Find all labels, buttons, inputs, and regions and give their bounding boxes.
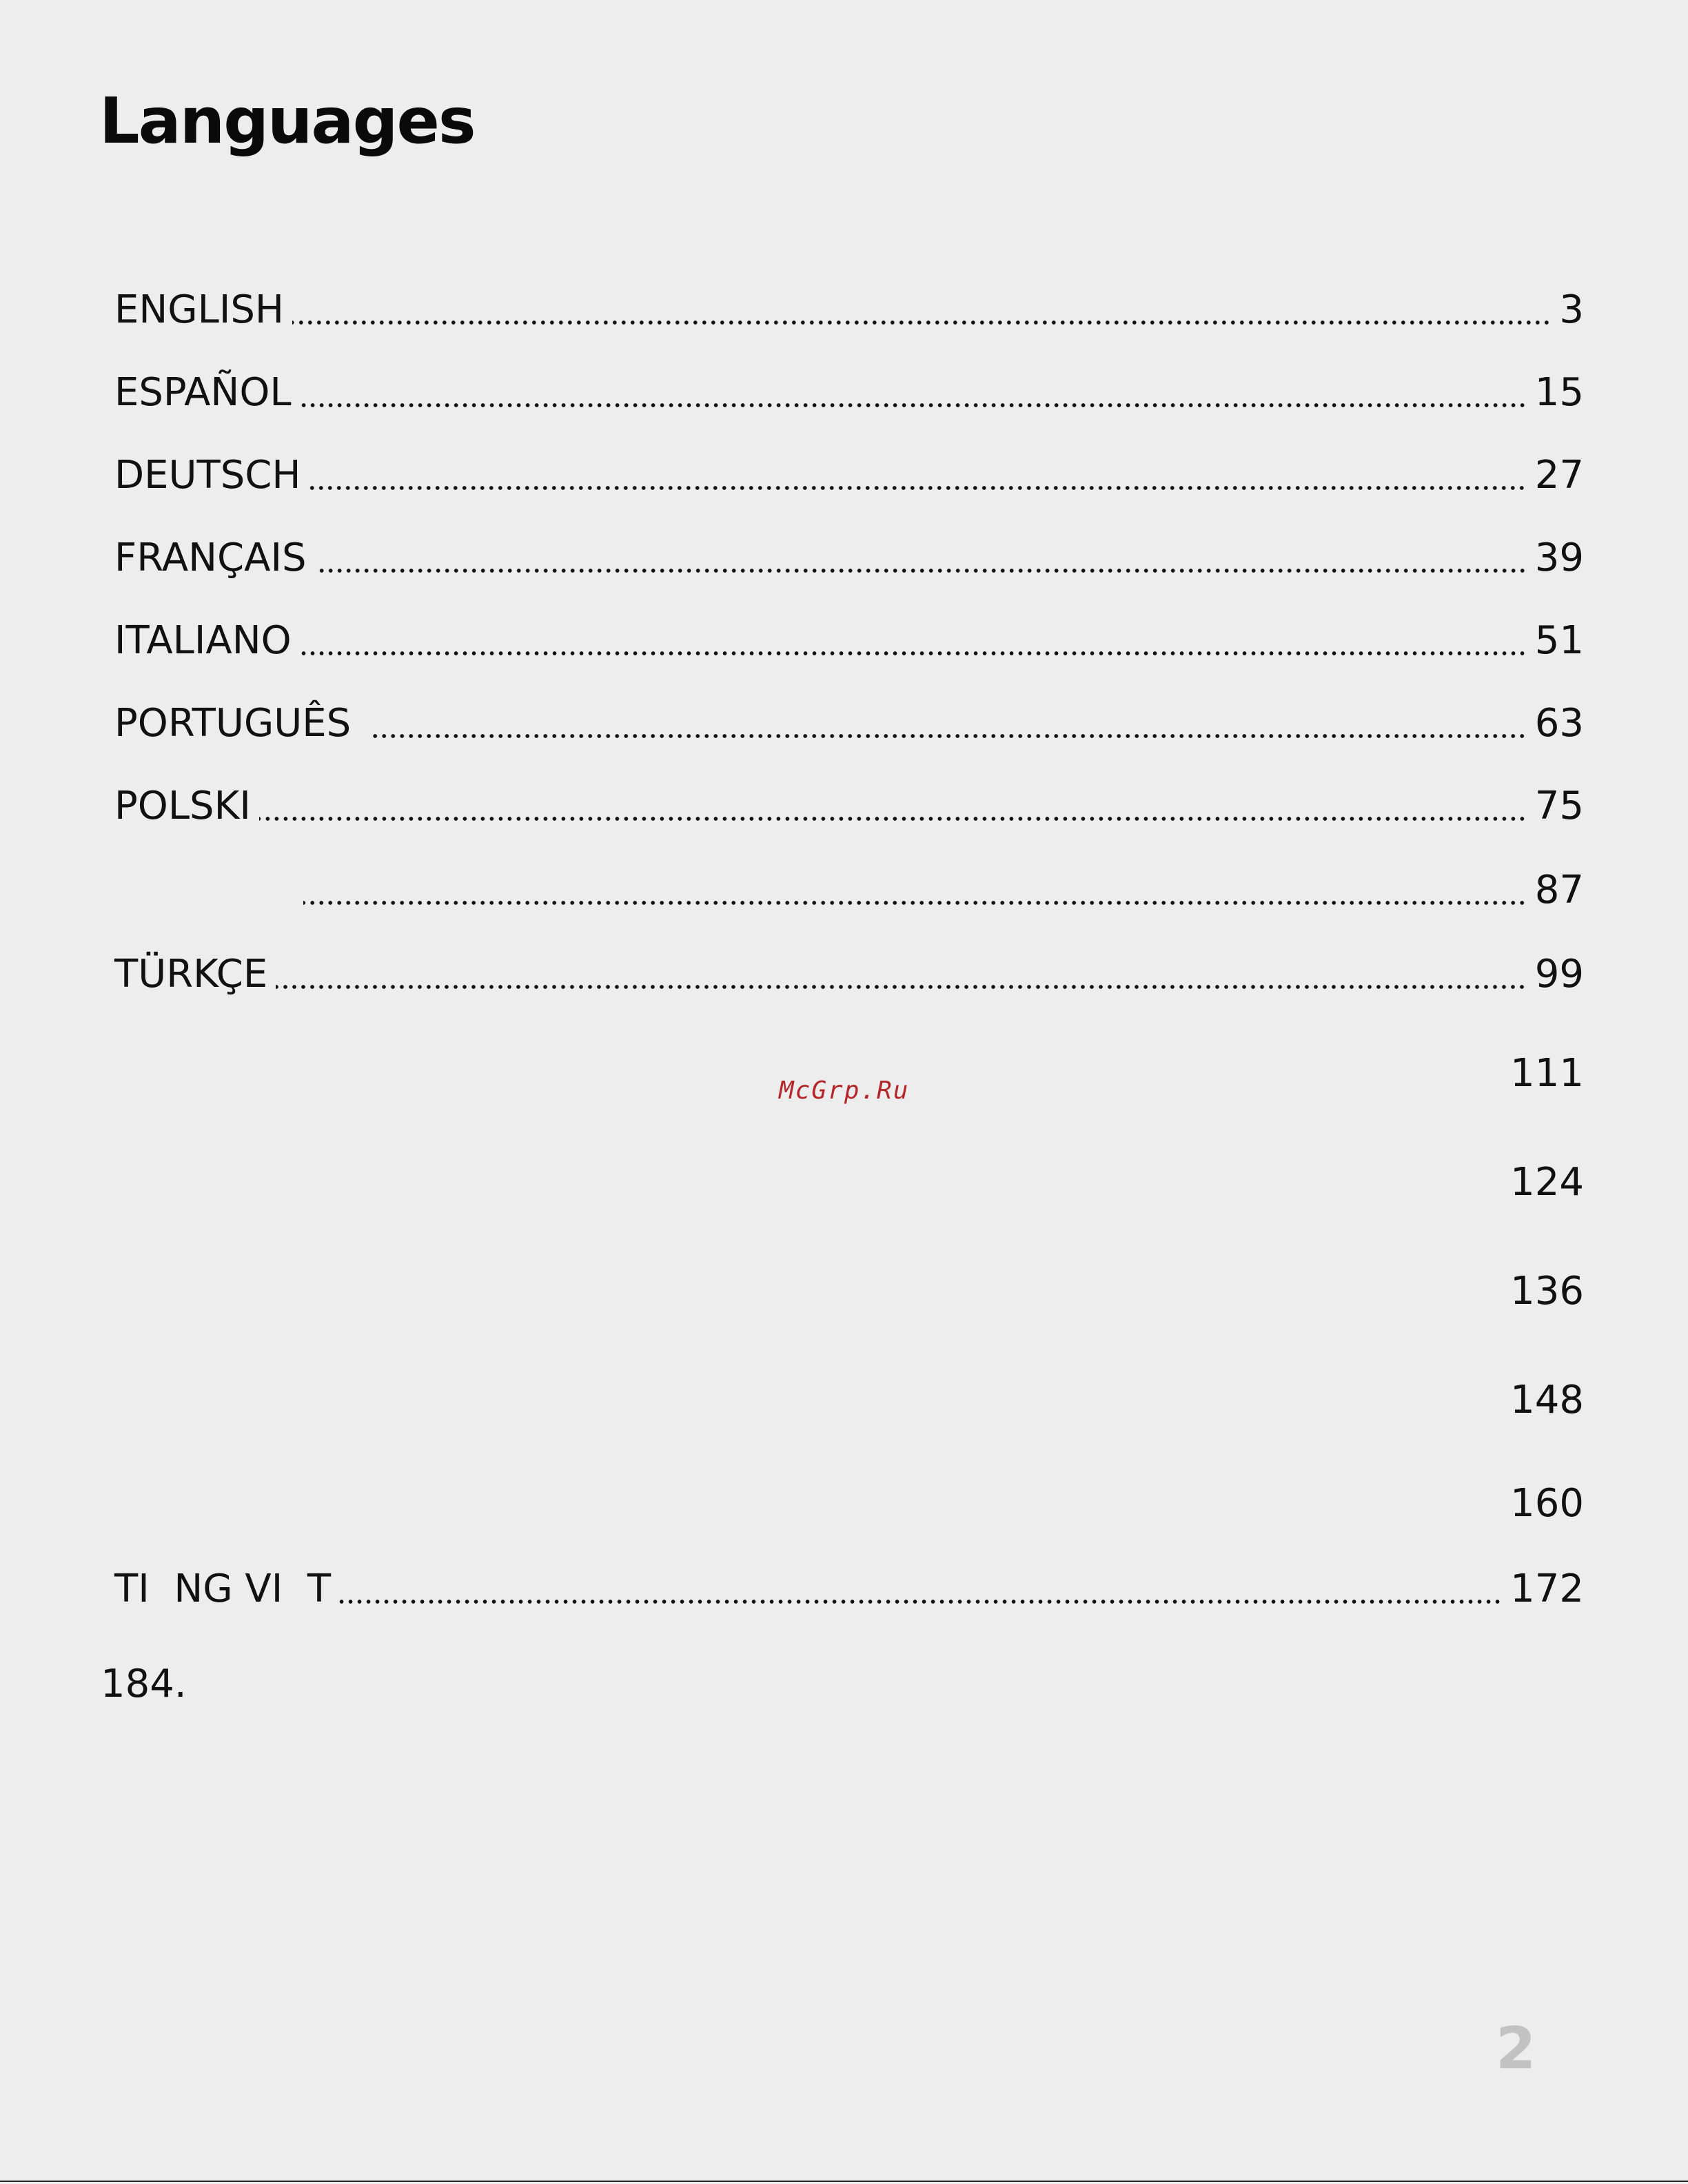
toc-entry-label: TI NG VI T bbox=[114, 1566, 332, 1611]
toc-entry-portugues[interactable] bbox=[114, 691, 1584, 746]
toc-entry-deutsch[interactable] bbox=[114, 442, 1584, 498]
toc-entry-page: 99 bbox=[1534, 952, 1584, 997]
toc-entry-tieng-viet[interactable] bbox=[114, 1556, 1584, 1609]
page-title: Languages bbox=[99, 84, 475, 158]
toc-entry-francais[interactable] bbox=[114, 525, 1584, 578]
page-number: 2 bbox=[1496, 2014, 1536, 2082]
bottom-divider bbox=[0, 2181, 1688, 2182]
dot-leader bbox=[315, 568, 1527, 573]
dot-leader bbox=[259, 816, 1527, 821]
stray-page-reference: 184. bbox=[101, 1662, 187, 1706]
toc-entry-english[interactable] bbox=[114, 277, 1584, 332]
toc-entry-italiano[interactable] bbox=[114, 608, 1584, 663]
toc-entry-page: 87 bbox=[1534, 868, 1584, 912]
toc-entry-label: ESPAÑOL bbox=[114, 370, 292, 415]
toc-entry-page: 124 bbox=[1510, 1160, 1584, 1205]
dot-leader bbox=[309, 485, 1526, 491]
toc-entry-unlabeled-136[interactable] bbox=[114, 1258, 1584, 1314]
toc-entry-polski[interactable] bbox=[114, 773, 1584, 826]
toc-entry-page: 148 bbox=[1510, 1378, 1584, 1422]
dot-leader bbox=[300, 651, 1527, 656]
toc-entry-espanol[interactable] bbox=[114, 360, 1584, 415]
toc-entry-turkce[interactable] bbox=[114, 941, 1584, 997]
toc-entry-page: 172 bbox=[1510, 1566, 1584, 1611]
dot-leader bbox=[292, 320, 1551, 325]
dot-leader bbox=[303, 900, 1527, 906]
toc-entry-unlabeled-160[interactable] bbox=[114, 1471, 1584, 1526]
toc-entry-page: 51 bbox=[1534, 618, 1584, 663]
dot-leader bbox=[339, 1599, 1502, 1604]
toc-entry-page: 63 bbox=[1534, 701, 1584, 746]
toc-entry-unlabeled-124[interactable] bbox=[114, 1150, 1584, 1205]
toc-entry-unlabeled-87[interactable] bbox=[295, 857, 1584, 910]
dot-leader bbox=[276, 984, 1526, 990]
watermark-text: McGrp.Ru bbox=[779, 1076, 910, 1105]
toc-entry-label: PORTUGUÊS bbox=[114, 701, 363, 746]
toc-entry-page: 160 bbox=[1510, 1481, 1584, 1526]
toc-entry-page: 75 bbox=[1534, 784, 1584, 828]
toc-entry-page: 39 bbox=[1534, 535, 1584, 580]
toc-entry-page: 3 bbox=[1559, 287, 1584, 332]
toc-entry-page: 15 bbox=[1534, 370, 1584, 415]
toc-entry-page: 27 bbox=[1534, 453, 1584, 498]
dot-leader bbox=[300, 402, 1527, 408]
toc-entry-label: ENGLISH bbox=[114, 287, 285, 332]
toc-entry-label: DEUTSCH bbox=[114, 453, 301, 498]
dot-leader bbox=[372, 733, 1527, 739]
toc-entry-label: ITALIANO bbox=[114, 618, 292, 663]
toc-entry-page: 111 bbox=[1510, 1051, 1584, 1096]
toc-entry-unlabeled-148[interactable] bbox=[114, 1367, 1584, 1420]
toc-entry-label: POLSKI bbox=[114, 784, 251, 828]
toc-entry-label: TÜRKÇE bbox=[114, 952, 268, 997]
toc-entry-page: 136 bbox=[1510, 1269, 1584, 1314]
toc-entry-label: FRANÇAIS bbox=[114, 535, 307, 580]
